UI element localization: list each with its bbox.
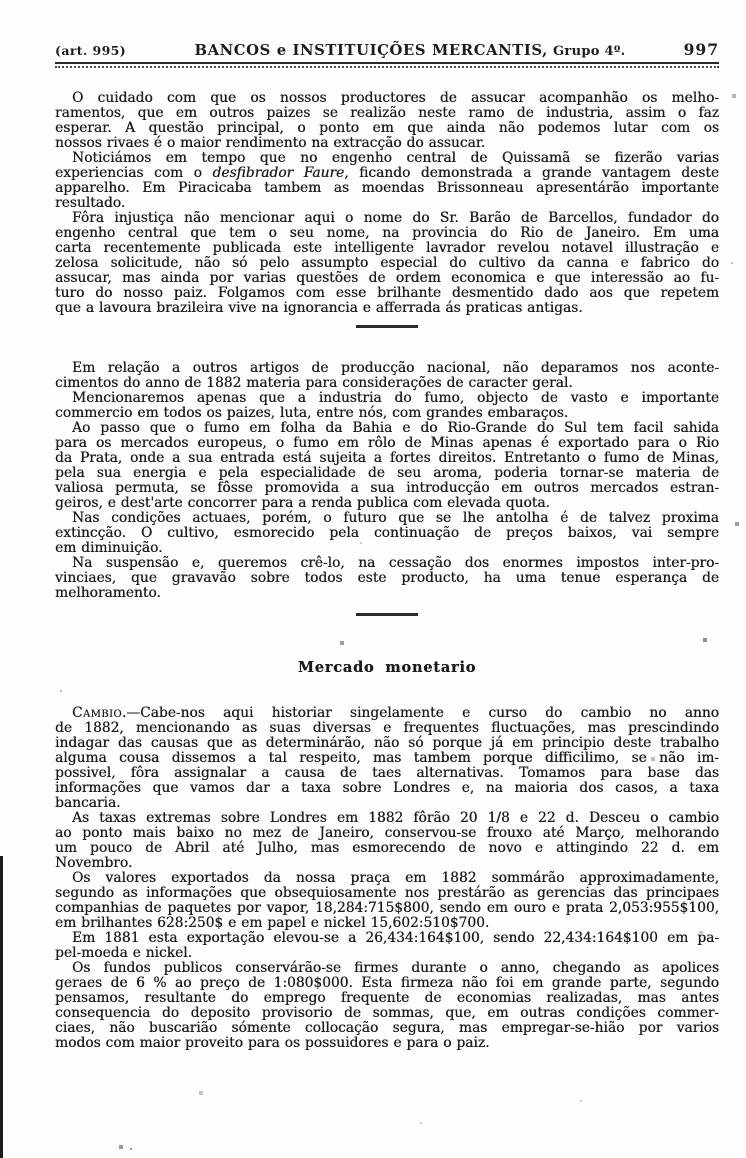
text-line: Na suspensão e, queremos crê-lo, na cessação dos enormes impostos inter-pro- <box>72 555 719 571</box>
text-line: informações que vamos dar a taxa sobre Londres e, na maioria dos casos, a taxa <box>55 780 719 796</box>
section-heading: Mercado monetario <box>297 659 477 676</box>
paragraph <box>55 421 719 511</box>
text-line: Cambio.—Cabe-nos aqui historiar singelamente e curso do cambio no anno <box>72 705 719 721</box>
section-divider <box>356 613 418 616</box>
group-label: Grupo 4º. <box>553 44 626 59</box>
paragraph <box>55 931 719 961</box>
text-line: cimentos do anno de 1882 materia para considerações de caracter geral. <box>55 375 573 391</box>
text-line: experiencias com o desfibrador Faure, ficando demonstrada a grande vantagem deste <box>55 165 720 181</box>
text-line: carta recentemente publicada este intelligente lavrador revelou notavel illustração e <box>55 240 719 256</box>
text-line: em diminuição. <box>55 540 163 556</box>
scan-edge-artifact <box>0 856 3 1158</box>
text-line: apparelho. Em Piracicaba tambem as moendas Brissonneau apresentárão importante <box>55 180 719 196</box>
running-head <box>55 40 719 59</box>
paragraph <box>55 961 719 1051</box>
page-number: 997 <box>683 40 719 59</box>
text-line: Os fundos publicos conservárão-se firmes durante o anno, chegando as apolices <box>72 960 719 976</box>
section-divider <box>356 325 418 328</box>
page-content <box>55 0 719 1051</box>
text-line: consequencia do deposito provisorio de sommas, que, em outras condições commer- <box>55 1005 719 1021</box>
paragraph <box>55 511 719 556</box>
page-body <box>55 91 719 1051</box>
paragraph <box>55 361 719 391</box>
paragraph <box>55 151 719 211</box>
text-line: em brilhantes 628:250$ e em papel e nickel 15,602:510$700. <box>55 915 490 931</box>
text-line: engenho central que tem o seu nome, na provincia do Rio de Janeiro. Em uma <box>55 225 719 241</box>
text-line: vinciaes, que gravavão sobre todos este producto, ha uma tenue esperança de <box>55 570 719 586</box>
running-head-title <box>173 40 647 59</box>
text-line: Fôra injustiça não mencionar aqui o nome do Sr. Barão de Barcellos, fundador do <box>72 210 719 226</box>
article-reference: (art. 995) <box>55 43 127 58</box>
text-line: Nas condições actuaes, porém, o futuro que se lhe antolha é de talvez proxima <box>72 510 719 526</box>
text-line: de 1882, mencionando as suas diversas e frequentes fluctuações, mas prescindindo <box>55 720 719 736</box>
text-line: ciaes, não buscarião sómente collocação segura, mas empregar-se-hião por varios <box>55 1020 719 1036</box>
text-line: As taxas extremas sobre Londres em 1882 fôrão 20 1/8 e 22 d. Desceu o cambio <box>72 810 719 826</box>
section-title: BANCOS e INSTITUIÇÕES MERCANTIS, <box>194 42 548 59</box>
section-fumo <box>55 361 719 601</box>
text-line: companhias de paquetes por vapor, 18,284:715$800, sendo em ouro e prata 2,053:955$100, <box>55 900 719 916</box>
text-line: O cuidado com que os nossos productores de assucar acompanhão os melho- <box>72 90 719 106</box>
header-rule <box>55 62 719 68</box>
paragraph <box>55 391 719 421</box>
section-assucar <box>55 91 719 316</box>
text-line: bancaria. <box>55 795 121 811</box>
text-line: ramentos, que em outros paizes se realizão neste ramo de industria, assim o faz <box>55 105 719 121</box>
text-line: pel-moeda e nickel. <box>55 945 192 961</box>
text-line: segundo as informações que obsequiosamente nos prestárão as gerencias das principaes <box>55 885 719 901</box>
text-line: um pouco de Abril até Julho, mas esmorecendo de novo e attingindo 22 d. em <box>55 840 719 856</box>
text-line: Os valores exportados da nossa praça em 1882 sommárão approximadamente, <box>72 870 719 886</box>
text-line: Novembro. <box>55 855 133 871</box>
text-line: zelosa solicitude, não só pelo assumpto especial do cultivo da canna e fabrico do <box>55 255 719 271</box>
text-line: que a lavoura brazileira vive na ignorancia e afferrada ás praticas antigas. <box>55 300 583 316</box>
text-line: extincção. O cultivo, esmorecido pela continuação de preços baixos, vai sempre <box>55 525 719 541</box>
text-line: pensamos, resultante do emprego frequente de economias realizadas, mas antes <box>55 990 719 1006</box>
text-line: indagar das causas que as determinárão, não só porque já em principio deste trabalho <box>55 735 719 751</box>
text-line: alguma cousa dissemos a tal respeito, mas tambem porque difficilimo, se não im- <box>55 750 719 766</box>
text-line: commercio em todos os paizes, luta, entre nós, com grandes embaraços. <box>55 405 569 421</box>
text-line: resultado. <box>55 195 126 211</box>
text-line: geraes de 6 % ao preço de 1:080$000. Esta firmeza não foi em grande parte, segundo <box>55 975 719 991</box>
text-line: pela sua energia e pela especialidade de seu aroma, poderia tornar-se materia de <box>55 465 719 481</box>
text-line: modos com maior proveito para os possuidores e para o paiz. <box>55 1035 490 1051</box>
text-line: possivel, fôra assignalar a causa de taes alternativas. Tomamos para base das <box>55 765 719 781</box>
text-line: ao ponto mais baixo no mez de Janeiro, conservou-se frouxo até Março, melhorando <box>55 825 719 841</box>
text-line: turo do nosso paiz. Folgamos com esse brilhante desmentido dado aos que repetem <box>55 285 719 301</box>
paragraph <box>55 871 719 931</box>
text-line: geiros, e dest'arte concorrer para a renda publica com elevada quota. <box>55 495 550 511</box>
text-line: Noticiámos em tempo que no engenho central de Quissamã se fizerão varias <box>72 150 719 166</box>
text-line: para os mercados europeus, o fumo em rôlo de Minas apenas é exportado para o Rio <box>55 435 719 451</box>
text-line: Em relação a outros artigos de producção nacional, não deparamos nos aconte- <box>72 360 719 376</box>
paragraph <box>55 91 719 151</box>
text-line: Em 1881 esta exportação elevou-se a 26,434:164$100, sendo 22,434:164$100 em pa- <box>72 930 719 946</box>
text-line: assucar, mas ainda por varias questões de ordem economica e que interessão ao fu- <box>55 270 719 286</box>
paragraph <box>55 811 719 871</box>
paragraph <box>55 706 719 811</box>
text-line: valiosa permuta, se fôsse promovida a sua introducção em outros mercados estran- <box>55 480 719 496</box>
text-line: Ao passo que o fumo em folha da Bahia e do Rio-Grande do Sul tem facil sahida <box>72 420 719 436</box>
text-line: da Prata, onde a sua entrada está sujeita a fortes direitos. Entretanto o fumo de Minas, <box>55 450 719 466</box>
scan-speckles <box>0 0 2 2</box>
paragraph <box>55 556 719 601</box>
text-line: Mencionaremos apenas que a industria do fumo, objecto de vasto e importante <box>72 390 719 406</box>
text-line: nossos rivaes é o maior rendimento na extracção do assucar. <box>55 135 486 151</box>
text-line: esperar. A questão principal, o ponto em que ainda não podemos lutar com os <box>55 120 719 136</box>
paragraph <box>55 211 719 316</box>
text-line: melhoramento. <box>55 585 161 601</box>
section-mercado-monetario <box>55 706 719 1051</box>
